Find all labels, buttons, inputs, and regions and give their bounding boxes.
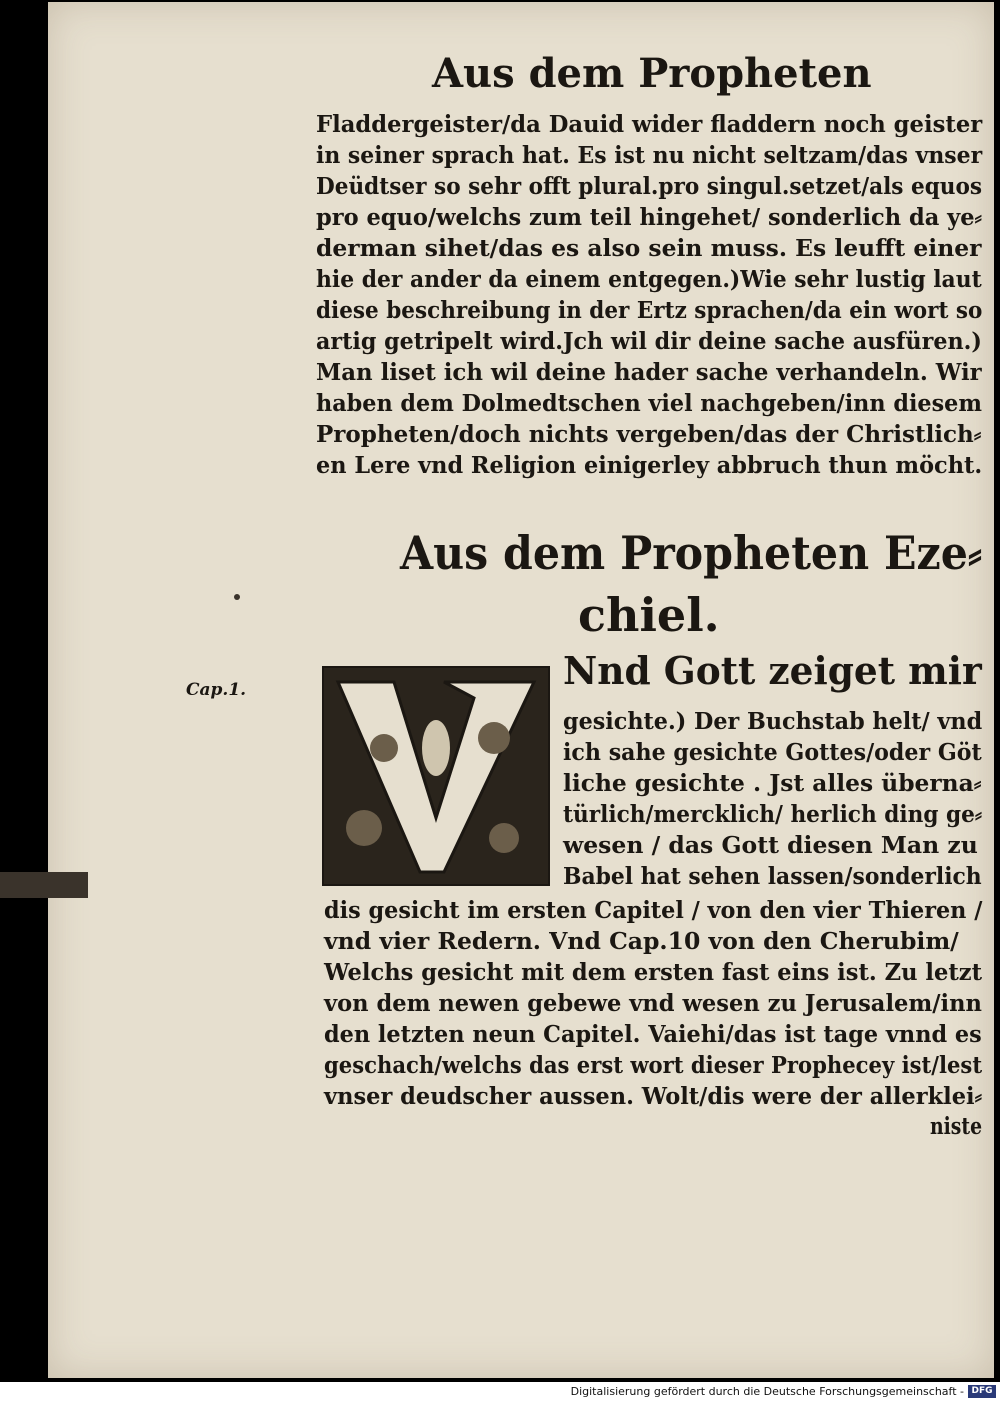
body-line: Babel hat sehen lassen/sonderlich bbox=[563, 862, 982, 890]
section-title-continued: chiel. bbox=[578, 588, 720, 642]
section-title: Aus dem Propheten Eze⸗ bbox=[400, 526, 983, 580]
initial-v-icon bbox=[324, 668, 548, 884]
body-line: ich sahe gesichte Gottes/oder Göt bbox=[563, 738, 982, 766]
running-title: Aus dem Propheten bbox=[432, 50, 872, 97]
body-line: gesichte.) Der Buchstab helt/ vnd bbox=[563, 707, 983, 735]
body-line: Welchs gesicht mit dem ersten fast eins ist. Zu letzt bbox=[324, 958, 983, 986]
body-line: haben dem Dolmedtschen viel nachgeben/inn diesem bbox=[316, 389, 982, 417]
body-line: pro equo/welchs zum teil hingehet/ sonderlich da ye⸗ bbox=[316, 203, 983, 231]
ink-spot bbox=[234, 594, 240, 600]
body-line: artig getripelt wird.Jch wil dir deine sache ausfüren.) bbox=[316, 327, 982, 355]
body-line: in seiner sprach hat. Es ist nu nicht seltzam/das vnser bbox=[316, 141, 983, 169]
body-line: Fladdergeister/da Dauid wider fladdern noch geister bbox=[316, 110, 983, 138]
body-line: von dem newen gebewe vnd wesen zu Jerusalem/inn bbox=[324, 989, 982, 1017]
edge-marker bbox=[0, 872, 88, 898]
catchword: niste bbox=[930, 1112, 983, 1140]
decorated-initial-image bbox=[322, 666, 550, 886]
body-line: wesen / das Gott diesen Man zu bbox=[563, 831, 978, 859]
dfg-logo: DFG bbox=[968, 1385, 996, 1398]
body-line: hie der ander da einem entgegen.)Wie sehr lustig laut bbox=[316, 265, 982, 293]
footer-bar bbox=[0, 1382, 1000, 1402]
body-line: dis gesicht im ersten Capitel / von den vier Thieren / bbox=[324, 896, 983, 924]
body-line: Deüdtser so sehr offt plural.pro singul.setzet/als equos bbox=[316, 172, 983, 200]
body-line: liche gesichte . Jst alles überna⸗ bbox=[563, 769, 982, 797]
body-line: Man liset ich wil deine hader sache verhandeln. Wir bbox=[316, 358, 982, 386]
body-line: vnd vier Redern. Vnd Cap.10 von den Cherubim/ bbox=[324, 927, 959, 955]
body-line: en Lere vnd Religion einigerley abbruch thun möcht. bbox=[316, 451, 983, 479]
body-line: diese beschreibung in der Ertz sprachen/da ein wort so bbox=[316, 296, 983, 324]
body-line: geschach/welchs das erst wort dieser Prophecey ist/lest bbox=[324, 1051, 983, 1079]
lead-line: Nnd Gott zeiget mir bbox=[563, 648, 982, 693]
body-line: den letzten neun Capitel. Vaiehi/das ist tage vnnd es bbox=[324, 1020, 982, 1048]
body-line: derman sihet/das es also sein muss. Es leufft einer bbox=[316, 234, 982, 262]
body-line: türlich/mercklich/ herlich ding ge⸗ bbox=[563, 800, 983, 828]
body-line: Propheten/doch nichts vergeben/das der Christlich⸗ bbox=[316, 420, 982, 448]
funding-notice: Digitalisierung gefördert durch die Deutsche Forschungsgemeinschaft - bbox=[570, 1385, 964, 1398]
body-line: vnser deudscher aussen. Wolt/dis were der allerklei⸗ bbox=[324, 1082, 983, 1110]
marginal-note: Cap.1. bbox=[186, 680, 247, 700]
